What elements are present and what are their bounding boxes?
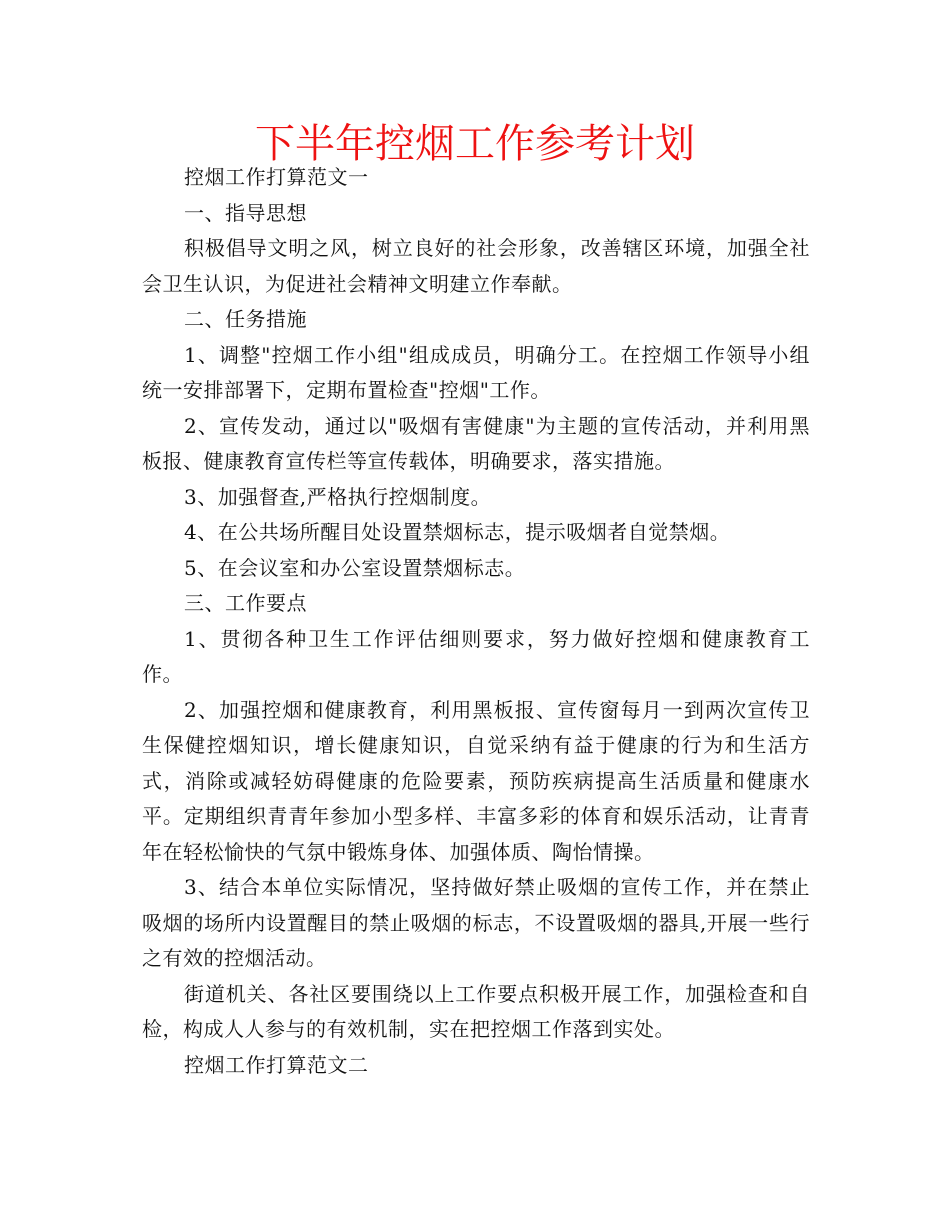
paragraph: 积极倡导文明之风，树立良好的社会形象，改善辖区环境，加强全社会卫生认识，为促进社会精神文明建立作奉献。: [142, 236, 810, 296]
section-heading-guiding-ideology: 一、指导思想: [184, 200, 307, 225]
list-item: 1、贯彻各种卫生工作评估细则要求，努力做好控烟和健康教育工作。: [142, 626, 810, 686]
paragraph: 街道机关、各社区要围绕以上工作要点积极开展工作，加强检查和自检，构成人人参与的有效机制，实在把控烟工作落到实处。: [142, 981, 810, 1041]
list-item: 3、加强督查,严格执行控烟制度。: [184, 484, 492, 509]
paragraph-template-heading: 控烟工作打算范文一: [184, 165, 369, 189]
section-heading-work-points: 三、工作要点: [184, 591, 307, 615]
list-item: 5、在会议室和办公室设置禁烟标志。: [184, 555, 526, 580]
section-heading-tasks-measures: 二、任务措施: [184, 307, 307, 331]
paragraph-template-heading: 控烟工作打算范文二: [184, 1052, 369, 1077]
list-item: 3、结合本单位实际情况，坚持做好禁止吸烟的宣传工作，并在禁止吸烟的场所内设置醒目的禁止吸烟的标志，不设置吸烟的器具,开展一些行之有效的控烟活动。: [142, 875, 810, 970]
document-body: [142, 160, 810, 1083]
document-title: 下半年控烟工作参考计划: [255, 121, 695, 167]
list-item: 1、调整"控烟工作小组"组成成员，明确分工。在控烟工作领导小组统一安排部署下，定期布置检查"控烟"工作。: [142, 342, 810, 402]
list-item: 4、在公共场所醒目处设置禁烟标志，提示吸烟者自觉禁烟。: [184, 520, 731, 544]
list-item: 2、宣传发动，通过以"吸烟有害健康"为主题的宣传活动，并利用黑板报、健康教育宣传栏等宣传载体，明确要求，落实措施。: [142, 413, 810, 473]
list-item: 2、加强控烟和健康教育，利用黑板报、宣传窗每月一到两次宣传卫生保健控烟知识，增长健康知识，自觉采纳有益于健康的行为和生活方式，消除或减轻妨碍健康的危险要素，预防疾病提高生活质量和健康水平。定期组织青青年参加小型多样、丰富多彩的体育和娱乐活动，让青青年在轻松愉快的气氛中锻炼身体、加强体质、陶怡情操。: [142, 697, 810, 864]
